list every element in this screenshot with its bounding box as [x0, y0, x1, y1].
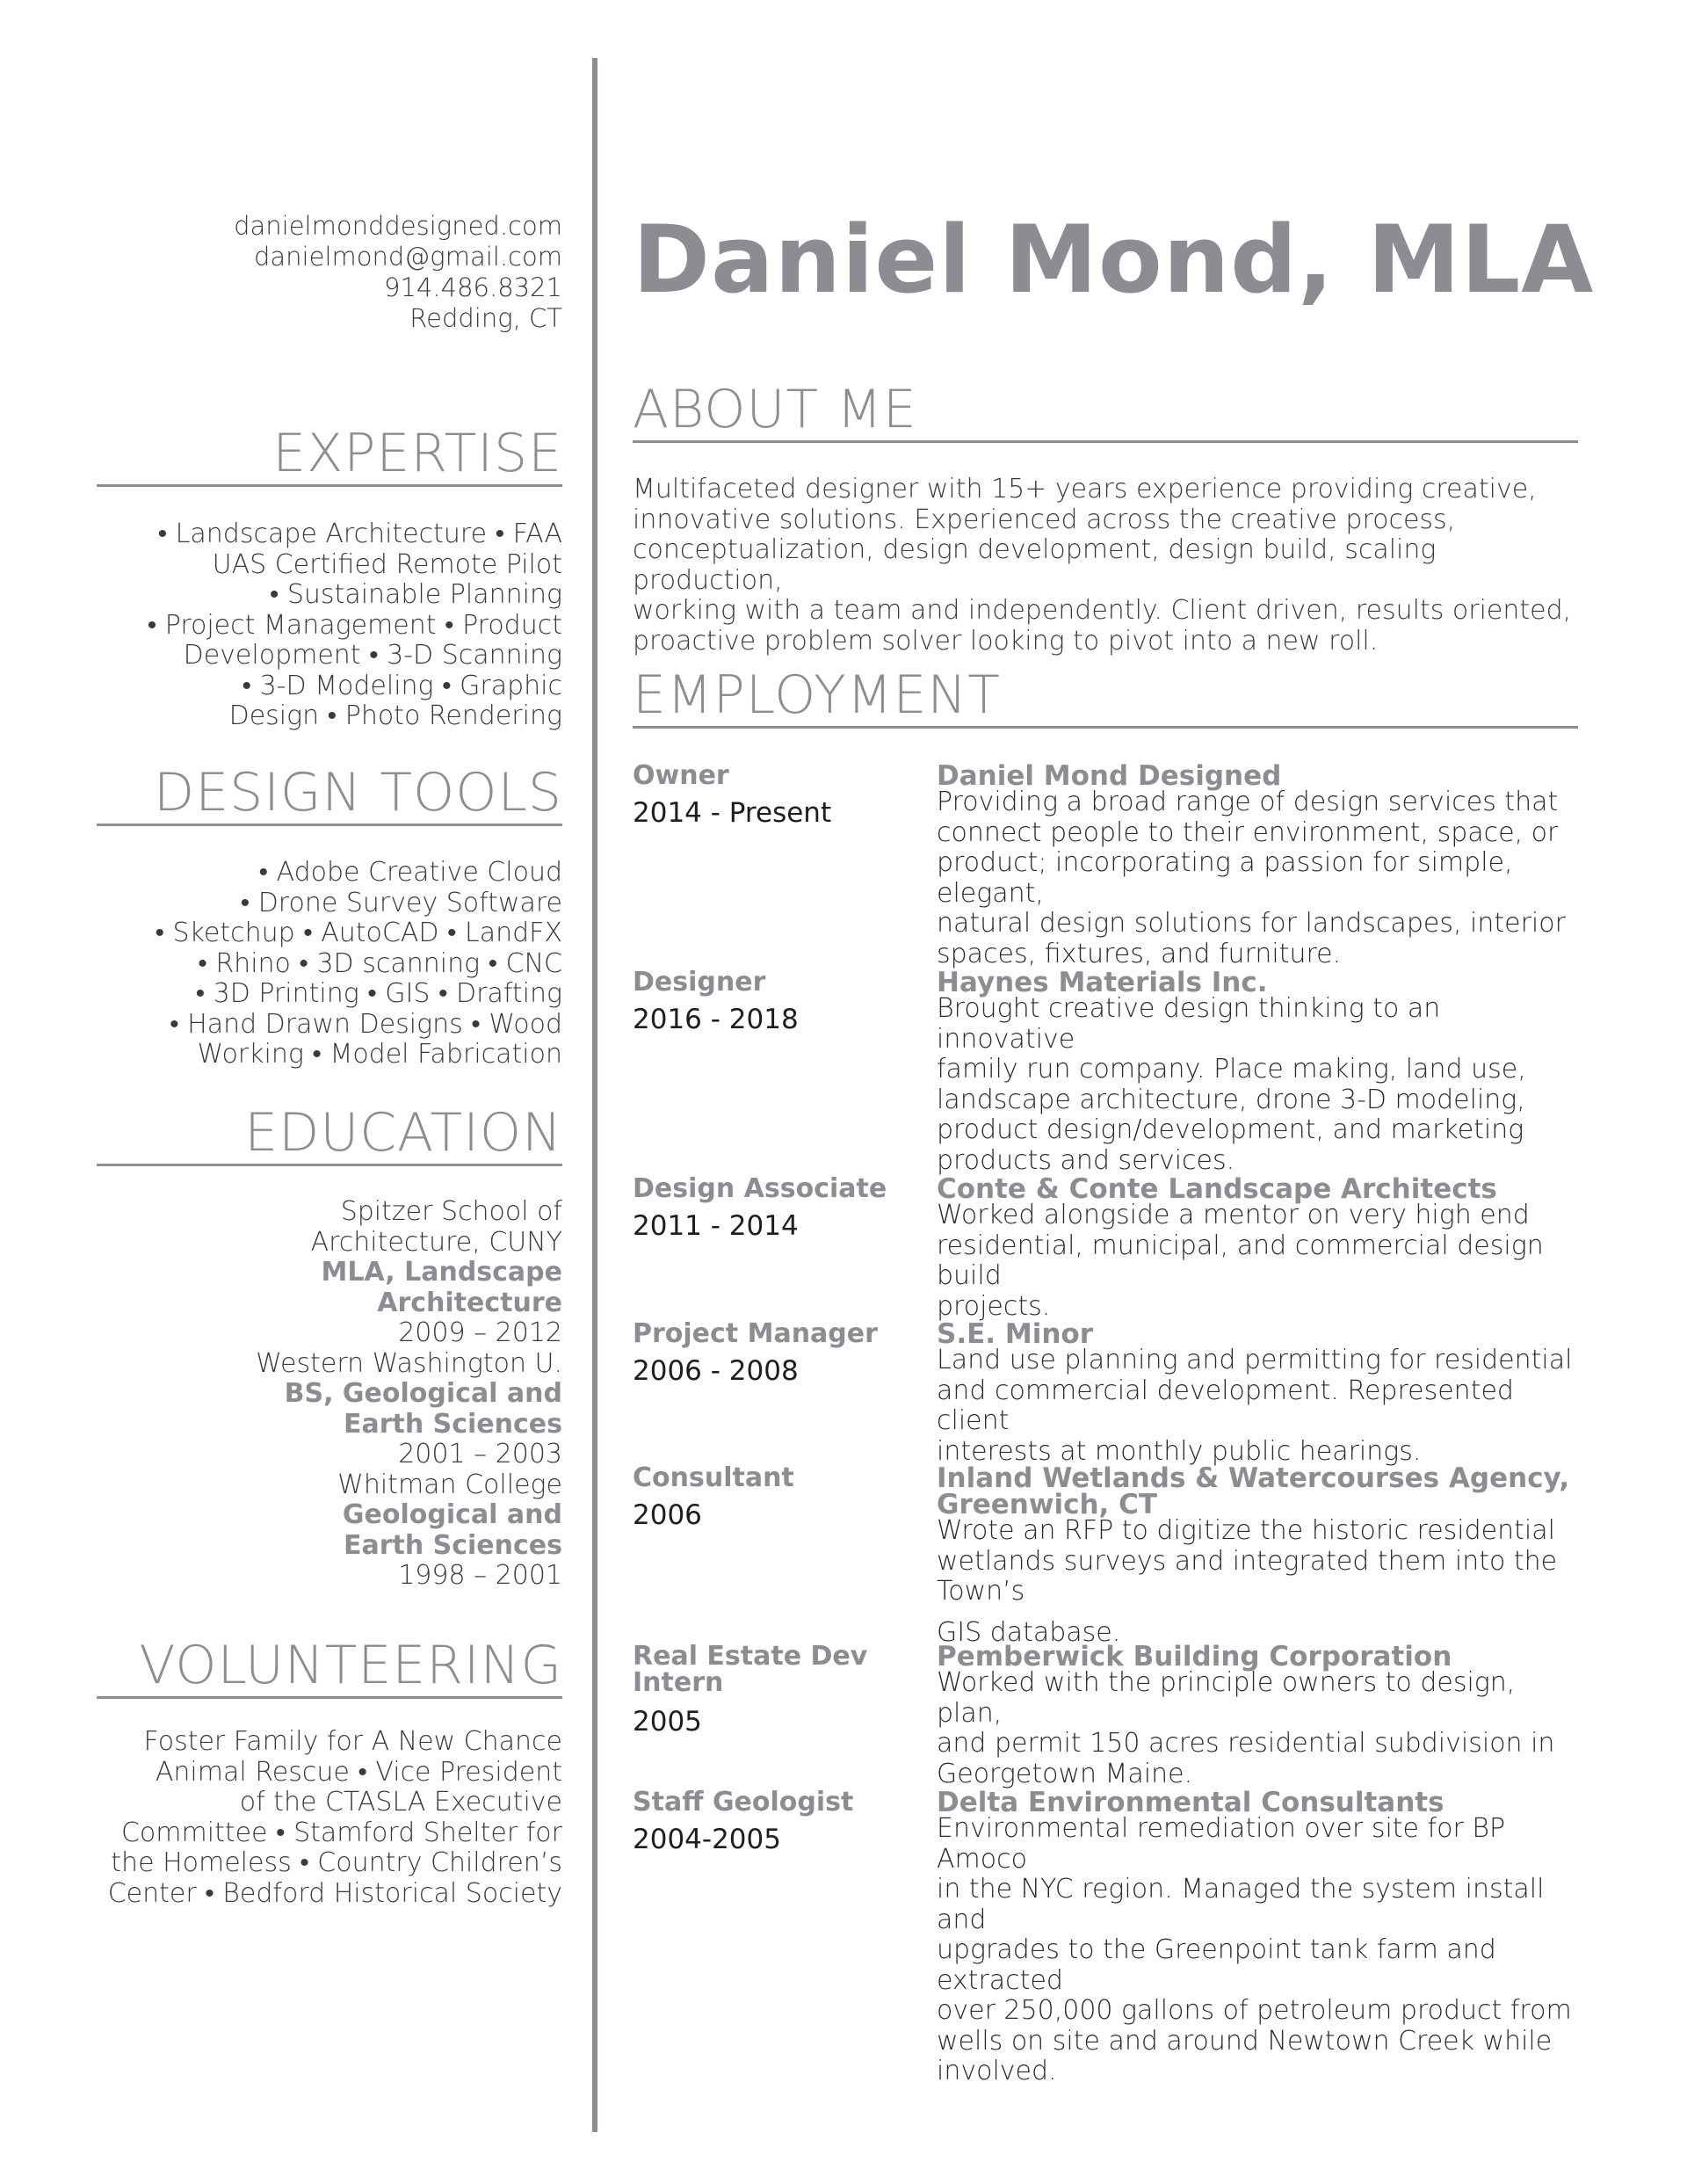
page-title: Daniel Mond, MLA	[633, 206, 1595, 314]
volunteering-list	[97, 1727, 562, 1909]
list-item: • Adobe Creative Cloud	[258, 857, 562, 888]
job-company: Delta Environmental Consultants	[937, 1787, 1444, 1818]
job-description	[937, 1668, 1578, 1789]
education-list	[97, 1197, 562, 1592]
list-item: the Homeless • Country Children’s	[111, 1847, 562, 1878]
contact-website[interactable]: danielmonddesigned.com	[234, 211, 562, 241]
job-desc-line: wetlands surveys and integrated them into the Town’s	[937, 1545, 1558, 1607]
job-desc-line: spaces, fixtures, and furniture.	[937, 938, 1342, 969]
job-desc-line: residential, municipal, and commercial design build	[937, 1230, 1544, 1291]
about-text	[633, 475, 1578, 657]
education-degree: BS, Geological and	[284, 1378, 562, 1409]
list-item: • Hand Drawn Designs • Wood	[170, 1008, 562, 1040]
list-item: Center • Bedford Historical Society	[107, 1877, 562, 1909]
job-desc-line: landscape architecture, drone 3-D modeling,	[937, 1084, 1525, 1115]
list-item: Working • Model Fabrication	[197, 1039, 562, 1070]
job-desc-line: projects.	[937, 1290, 1051, 1322]
list-item: • 3D Printing • GIS • Drafting	[195, 978, 562, 1009]
job-desc-line: GIS database.	[937, 1616, 1121, 1648]
education-years: 1998 – 2001	[398, 1560, 562, 1591]
education-school: Spitzer School of	[340, 1196, 562, 1227]
list-item: • Landscape Architecture • FAA	[157, 519, 562, 549]
job-dates: 2004-2005	[633, 1824, 781, 1855]
job-desc-line: Wrote an RFP to digitize the historic residential	[937, 1515, 1555, 1546]
job-desc-line: products and services.	[937, 1144, 1235, 1176]
job-dates: 2016 - 2018	[633, 1004, 799, 1035]
job-desc-line: Land use planning and permitting for residential	[937, 1345, 1573, 1375]
job-desc-line: and permit 150 acres residential subdivision in	[937, 1728, 1555, 1759]
job-role: Project Manager	[633, 1318, 878, 1349]
expertise-heading: EXPERTISE	[97, 424, 562, 487]
job-company: Greenwich, CT	[937, 1489, 1158, 1520]
contact-block	[97, 211, 562, 334]
job-desc-line: product; incorporating a passion for simple, elegant,	[937, 847, 1513, 909]
job-description	[937, 787, 1578, 969]
job-desc-line: product design/development, and marketing	[937, 1114, 1524, 1145]
job-desc-line: Worked alongside a mentor on very high end	[937, 1200, 1530, 1230]
job-company: S.E. Minor	[937, 1318, 1093, 1350]
contact-phone: 914.486.8321	[384, 272, 562, 302]
job-description	[937, 1201, 1578, 1322]
job-dates: 2006	[633, 1499, 702, 1531]
about-line: innovative solutions. Experienced across the creative process,	[633, 504, 1456, 535]
list-item: • 3-D Modeling • Graphic	[242, 670, 562, 701]
job-desc-line: in the NYC region. Managed the system install and	[937, 1874, 1545, 1935]
design-tools-heading: DESIGN TOOLS	[97, 764, 562, 826]
job-role: Real Estate Dev	[633, 1641, 868, 1672]
job-desc-line: and commercial development. Represented client	[937, 1375, 1514, 1436]
volunteering-heading: VOLUNTEERING	[97, 1636, 562, 1699]
list-item: • Rhino • 3D scanning • CNC	[198, 947, 562, 979]
expertise-list	[97, 519, 562, 732]
about-line: proactive problem solver looking to pivot into a new roll.	[633, 625, 1379, 657]
job-desc-line: involved.	[937, 2056, 1057, 2086]
education-degree: Earth Sciences	[343, 1529, 562, 1561]
job-desc-line: Georgetown Maine.	[937, 1758, 1193, 1789]
job-company: Inland Wetlands & Watercourses Agency,	[937, 1462, 1570, 1494]
list-item: Animal Rescue • Vice President	[155, 1756, 562, 1788]
education-degree: MLA, Landscape	[321, 1257, 562, 1288]
education-heading: EDUCATION	[97, 1104, 562, 1166]
job-desc-line: over 250,000 gallons of petroleum product from	[937, 1995, 1572, 2026]
job-role: Staff Geologist	[633, 1787, 854, 1818]
job-company: Daniel Mond Designed	[937, 760, 1282, 792]
contact-location: Redding, CT	[409, 303, 562, 333]
job-dates: 2014 - Present	[633, 797, 832, 829]
education-degree: Earth Sciences	[343, 1408, 562, 1440]
job-desc-line: Environmental remediation over site for BP Amoco	[937, 1813, 1506, 1875]
job-desc-line: wells on site and around Newtown Creek while	[937, 2025, 1553, 2057]
about-line: conceptualization, design development, design build, scaling production,	[633, 534, 1437, 596]
job-description	[937, 1346, 1578, 1467]
education-years: 2009 – 2012	[398, 1317, 562, 1348]
list-item: of the CTASLA Executive	[239, 1787, 562, 1818]
job-desc-line: connect people to their environment, space, or	[937, 816, 1559, 848]
job-description	[937, 1814, 1578, 2087]
job-dates: 2006 - 2008	[633, 1355, 799, 1387]
about-heading: ABOUT ME	[633, 381, 1578, 443]
job-desc-line: family run company. Place making, land use,	[937, 1054, 1526, 1085]
contact-email[interactable]: danielmond@gmail.com	[254, 242, 562, 272]
education-school: Architecture, CUNY	[310, 1226, 562, 1258]
job-role: Intern	[633, 1667, 724, 1698]
education-degree: Geological and	[342, 1499, 562, 1530]
job-dates: 2011 - 2014	[633, 1210, 799, 1242]
employment-heading: EMPLOYMENT	[633, 666, 1578, 729]
education-years: 2001 – 2003	[398, 1439, 562, 1469]
column-divider	[592, 58, 597, 2132]
job-desc-line: natural design solutions for landscapes, interior	[937, 908, 1566, 939]
job-company: Haynes Materials Inc.	[937, 967, 1268, 998]
education-school: Western Washington U.	[256, 1347, 562, 1379]
job-desc-line: interests at monthly public hearings.	[937, 1435, 1422, 1467]
job-company: Pemberwick Building Corporation	[937, 1641, 1452, 1672]
about-line: working with a team and independently. Client driven, results oriented,	[633, 595, 1572, 626]
job-role: Design Associate	[633, 1173, 887, 1204]
list-item: UAS Certified Remote Pilot	[212, 548, 562, 580]
list-item: Foster Family for A New Chance	[143, 1726, 562, 1757]
job-desc-line: upgrades to the Greenpoint tank farm and extracted	[937, 1934, 1496, 1996]
list-item: Committee • Stamford Shelter for	[120, 1817, 562, 1848]
list-item: • Sustainable Planning	[269, 579, 562, 610]
job-desc-line: Providing a broad range of design services that	[937, 787, 1559, 817]
list-item: Design • Photo Rendering	[228, 700, 562, 731]
job-description	[937, 994, 1578, 1176]
job-description	[937, 1516, 1578, 1648]
job-dates: 2005	[633, 1706, 702, 1738]
design-tools-list	[97, 858, 562, 1070]
job-role: Consultant	[633, 1462, 794, 1493]
education-degree: Architecture	[377, 1287, 562, 1318]
about-line: Multifaceted designer with 15+ years experience providing creative,	[633, 474, 1537, 504]
job-desc-line: Worked with the principle owners to design, plan,	[937, 1667, 1516, 1729]
list-item: • Drone Survey Software	[240, 887, 562, 918]
list-item: • Sketchup • AutoCAD • LandFX	[155, 918, 562, 948]
job-role: Owner	[633, 760, 729, 791]
job-company: Conte & Conte Landscape Architects	[937, 1173, 1497, 1205]
list-item: Development • 3-D Scanning	[183, 640, 562, 671]
list-item: • Project Management • Product	[147, 609, 562, 641]
job-desc-line: Brought creative design thinking to an innovative	[937, 993, 1441, 1055]
education-school: Whitman College	[337, 1469, 562, 1500]
job-role: Designer	[633, 967, 766, 998]
